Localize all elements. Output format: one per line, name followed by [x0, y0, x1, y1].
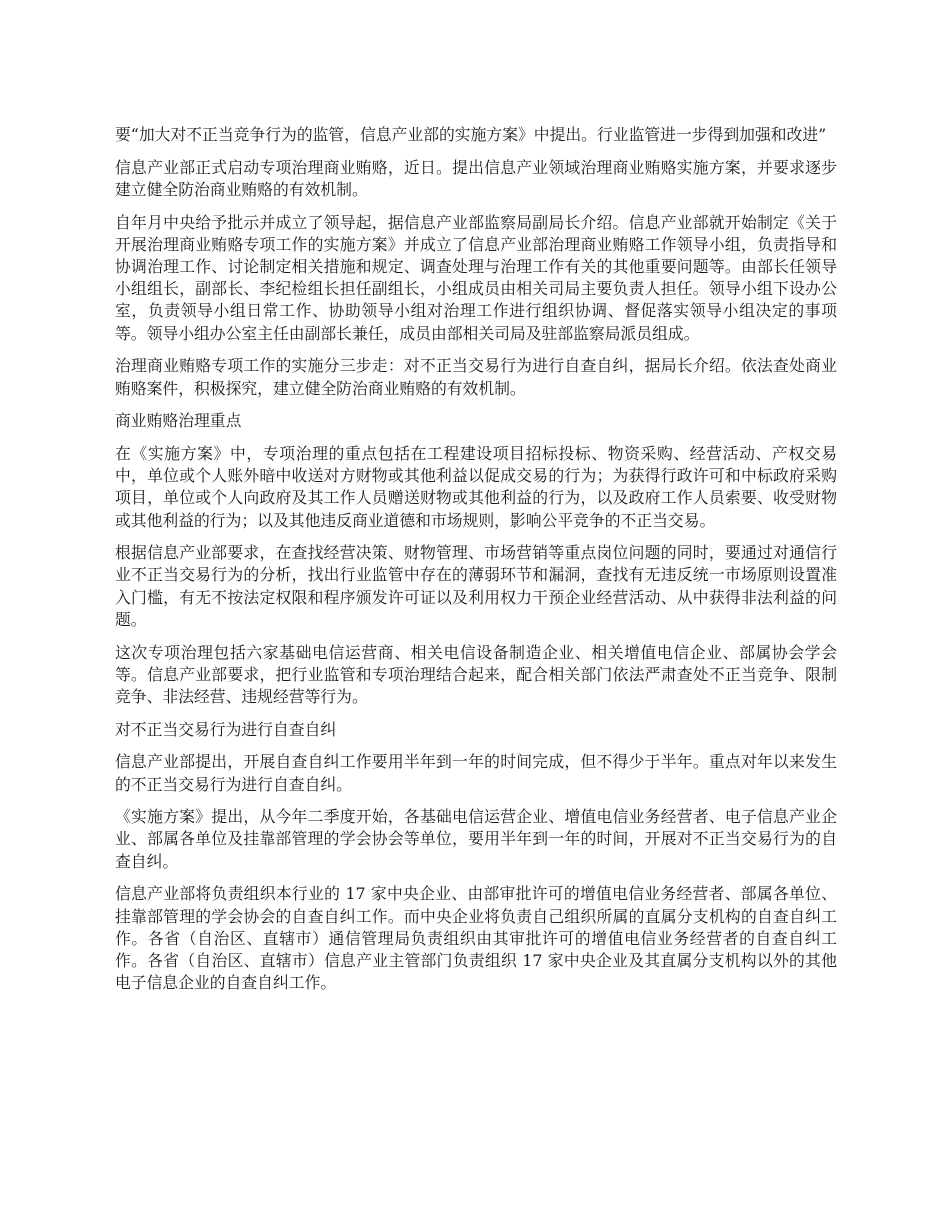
paragraph-intro-quote: 要“加大对不正当竞争行为的监管，信息产业部的实施方案》中提出。行业监管进一步得到加强和改进”	[115, 125, 827, 144]
paragraph-requirements: 根据信息产业部要求，在查找经营决策、财物管理、市场营销等重点岗位问题的同时，要通过对通信行业不正当交易行为的分析，找出行业监管中存在的薄弱环节和漏洞，查找有无违反统一市场原则设置准入门槛，有无不按法定权限和程序颁发许可证以及利用权力干预企业经营活动、从中获得非法利益的问题。	[115, 543, 837, 629]
paragraph-three-steps: 治理商业贿赂专项工作的实施分三步走：对不正当交易行为进行自查自纠，据局长介绍。依法查处商业贿赂案件，积极探究，建立健全防治商业贿赂的有效机制。	[115, 356, 837, 398]
paragraph-launch: 信息产业部正式启动专项治理商业贿赂，近日。提出信息产业领域治理商业贿赂实施方案，并要求逐步建立健全防治商业贿赂的有效机制。	[115, 157, 837, 199]
paragraph-implementation-plan: 《实施方案》提出，从今年二季度开始，各基础电信运营企业、增值电信业务经营者、电子信息产业企业、部属各单位及挂靠部管理的学会协会等单位，要用半年到一年的时间，开展对不正当交易行为的自查自纠。	[115, 807, 837, 871]
section-heading-self-check: 对不正当交易行为进行自查自纠	[115, 719, 337, 739]
paragraph-scope: 这次专项治理包括六家基础电信运营商、相关电信设备制造企业、相关增值电信企业、部属协会学会等。信息产业部要求，把行业监管和专项治理结合起来，配合相关部门依法严肃查处不正当竞争、限制竞争、非法经营、违规经营等行为。	[115, 642, 837, 706]
paragraph-leadership-group: 自年月中央给予批示并成立了领导起，据信息产业部监察局副局长介绍。信息产业部就开始制定《关于开展治理商业贿赂专项工作的实施方案》并成立了信息产业部治理商业贿赂工作领导小组，负责指导和协调治理工作、讨论制定相关措施和规定、调查处理与治理工作有关的其他重要问题等。由部长任领导小组组长，副部长、李纪检组长担任副组长，小组成员由相关司局主要负责人担任。领导小组下设办公室，负责领导小组日常工作、协助领导小组对治理工作进行组织协调、督促落实领导小组决定的事项等。领导小组办公室主任由副部长兼任，成员由部相关司局及驻部监察局派员组成。	[115, 212, 837, 343]
document-body	[115, 124, 837, 1005]
paragraph-key-points: 在《实施方案》中，专项治理的重点包括在工程建设项目招标投标、物资采购、经营活动、产权交易中，单位或个人账外暗中收送对方财物或其他利益以促成交易的行为；为获得行政许可和中标政府采购项目，单位或个人向政府及其工作人员赠送财物或其他利益的行为，以及政府工作人员索要、收受财物或其他利益的行为；以及其他违反商业道德和市场规则，影响公平竞争的不正当交易。	[115, 443, 837, 530]
section-heading-key-points: 商业贿赂治理重点	[115, 411, 242, 431]
paragraph-timeline: 信息产业部提出，开展自查自纠工作要用半年到一年的时间完成，但不得少于半年。重点对年以来发生的不正当交易行为进行自查自纠。	[115, 752, 837, 794]
paragraph-organization: 信息产业部将负责组织本行业的 17 家中央企业、由部审批许可的增值电信业务经营者、部属各单位、挂靠部管理的学会协会的自查自纠工作。而中央企业将负责自己组织所属的直属分支机构的自查自纠工作。各省（自治区、直辖市）通信管理局负责组织由其审批许可的增值电信业务经营者的自查自纠工作。各省（自治区、直辖市）信息产业主管部门负责组织 17 家中央企业及其直属分支机构以外的其他电子信息企业的自查自纠工作。	[115, 884, 837, 993]
